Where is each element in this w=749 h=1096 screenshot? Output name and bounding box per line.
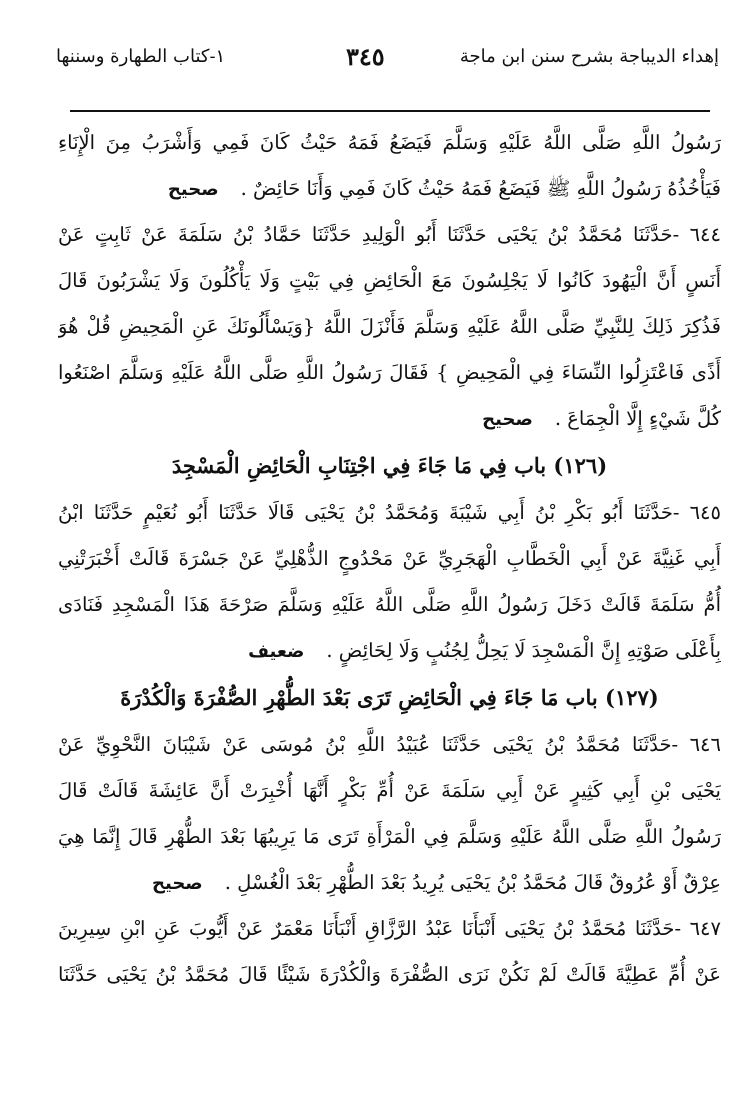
text-line — [58, 582, 721, 628]
line-text: أَنَسٍ أَنَّ الْيَهُودَ كَانُوا لَا يَجْلِسُونَ مَعَ الْحَائِضِ فِي بَيْتٍ وَلَا يَأْكُلُونَ وَلَا يَشْرَبُونَ قَالَ — [58, 269, 721, 292]
body-text — [58, 120, 721, 998]
hadith-final-line — [58, 628, 721, 674]
line-text: ٦٤٤ -حَدَّثَنَا مُحَمَّدُ بْنُ يَحْيَى حَدَّثَنَا أَبُو الْوَلِيدِ حَدَّثَنَا حَمَّادُ بْنُ سَلَمَةَ عَنْ ثَابِتٍ عَنْ — [58, 223, 721, 246]
page-number: ٣٤٥ — [346, 42, 385, 71]
line-text: رَسُولُ اللَّهِ صَلَّى اللَّهُ عَلَيْهِ وَسَلَّمَ فَيَضَعُ فَمَهُ حَيْثُ كَانَ فَمِي وَأَشْرَبُ مِنَ الْإِنَاءِ — [58, 131, 721, 154]
text-line — [58, 536, 721, 582]
hadith-grade: صحيح — [167, 179, 219, 200]
section-heading: (١٢٧) باب مَا جَاءَ فِي الْحَائِضِ تَرَى بَعْدَ الطُّهْرِ الصُّفْرَةَ وَالْكُدْرَةَ — [120, 685, 659, 710]
header-rule — [70, 110, 710, 112]
line-text: ٦٤٦ -حَدَّثَنَا مُحَمَّدُ بْنُ يَحْيَى حَدَّثَنَا عُبَيْدُ اللَّهِ بْنُ مُوسَى عَنْ شَيْبَانَ النَّحْوِيِّ عَنْ — [58, 733, 721, 756]
text-line — [58, 350, 721, 396]
line-text: أُمُّ سَلَمَةَ قَالَتْ دَخَلَ رَسُولُ اللَّهِ صَلَّى اللَّهُ عَلَيْهِ وَسَلَّمَ صَرْحَةَ هَذَا الْمَسْجِدِ فَنَادَى — [58, 593, 721, 616]
hadith-grade: صحيح — [482, 409, 533, 430]
text-line — [58, 304, 721, 350]
line-text: أَبِي غَنِيَّةَ عَنْ أَبِي الْخَطَّابِ الْهَجَرِيِّ عَنْ مَحْدُوجٍ الذُّهْلِيِّ عَنْ جَسْرَةَ قَالَتْ أَخْبَرَتْنِي — [58, 547, 721, 570]
text-line — [58, 212, 721, 258]
line-text: يَحْيَى بْنِ أَبِي كَثِيرٍ عَنْ أَبِي سَلَمَةَ عَنْ أُمِّ بَكْرٍ أَنَّهَا أُخْبِرَتْ أَنَّ عَائِشَةَ قَالَتْ قَالَ — [58, 779, 721, 802]
hadith-grade: ضعيف — [248, 641, 305, 662]
text-line — [58, 906, 721, 952]
line-text: عِرْقٌ أَوْ عُرُوقٌ قَالَ مُحَمَّدُ بْنُ يَحْيَى يُرِيدُ بَعْدَ الطُّهْرِ بَعْدَ الْغُسْلِ . — [224, 871, 721, 894]
line-text: ٦٤٥ -حَدَّثَنَا أَبُو بَكْرِ بْنُ أَبِي شَيْبَةَ وَمُحَمَّدُ بْنُ يَحْيَى قَالَا حَدَّثَنَا أَبُو نُعَيْمٍ حَدَّثَنَا ابْنُ — [58, 501, 721, 524]
line-text: عَنْ أُمِّ عَطِيَّةَ قَالَتْ لَمْ نَكُنْ نَرَى الصُّفْرَةَ وَالْكُدْرَةَ شَيْئًا قَالَ مُحَمَّدُ بْنُ يَحْيَى حَدَّثَنَا — [58, 963, 721, 986]
text-line — [58, 490, 721, 536]
line-text: فَيَأْخُذُهُ رَسُولُ اللَّهِ ﷺ فَيَضَعُ فَمَهُ حَيْثُ كَانَ فَمِي وَأَنَا حَائِضٌ . — [240, 177, 721, 200]
hadith-grade: صحيح — [152, 873, 203, 894]
text-line — [58, 120, 721, 166]
hadith-final-line — [58, 166, 721, 212]
running-header — [56, 44, 719, 80]
text-line — [58, 722, 721, 768]
text-line — [58, 814, 721, 860]
book-title: إهداء الديباجة بشرح سنن ابن ماجة — [459, 46, 719, 67]
chapter-title: ١-كتاب الطهارة وسننها — [56, 46, 226, 67]
section-heading: (١٢٦) باب فِي مَا جَاءَ فِي اجْتِنَابِ الْحَائِضِ الْمَسْجِدَ — [171, 453, 608, 478]
text-line — [58, 768, 721, 814]
hadith-final-line — [58, 396, 721, 442]
line-text: بِأَعْلَى صَوْتِهِ إِنَّ الْمَسْجِدَ لَا يَحِلُّ لِجُنُبٍ وَلَا لِحَائِضٍ . — [326, 639, 721, 662]
line-text: ٦٤٧ -حَدَّثَنَا مُحَمَّدُ بْنُ يَحْيَى أَنْبَأَنَا عَبْدُ الرَّزَّاقِ أَنْبَأَنَا مَعْمَرٌ عَنْ أَيُّوبَ عَنِ ابْنِ سِيرِينَ — [58, 917, 721, 940]
hadith-final-line — [58, 860, 721, 906]
text-line — [58, 952, 721, 998]
line-text: كُلَّ شَيْءٍ إِلَّا الْجِمَاعَ . — [554, 407, 721, 430]
text-line — [58, 258, 721, 304]
line-text: أَذًى فَاعْتَزِلُوا النِّسَاءَ فِي الْمَحِيضِ } فَقَالَ رَسُولُ اللَّهِ صَلَّى اللَّهُ عَلَيْهِ وَسَلَّمَ اصْنَعُوا — [58, 361, 721, 384]
line-text: رَسُولُ اللَّهِ صَلَّى اللَّهُ عَلَيْهِ وَسَلَّمَ فِي الْمَرْأَةِ تَرَى مَا يَرِيبُهَا بَعْدَ الطُّهْرِ قَالَ إِنَّمَا هِيَ — [58, 825, 721, 848]
line-text: فَذُكِرَ ذَلِكَ لِلنَّبِيِّ صَلَّى اللَّهُ عَلَيْهِ وَسَلَّمَ فَأَنْزَلَ اللَّهُ {وَيَسْأَلُونَكَ عَنِ الْمَحِيضِ قُلْ هُوَ — [58, 315, 721, 338]
